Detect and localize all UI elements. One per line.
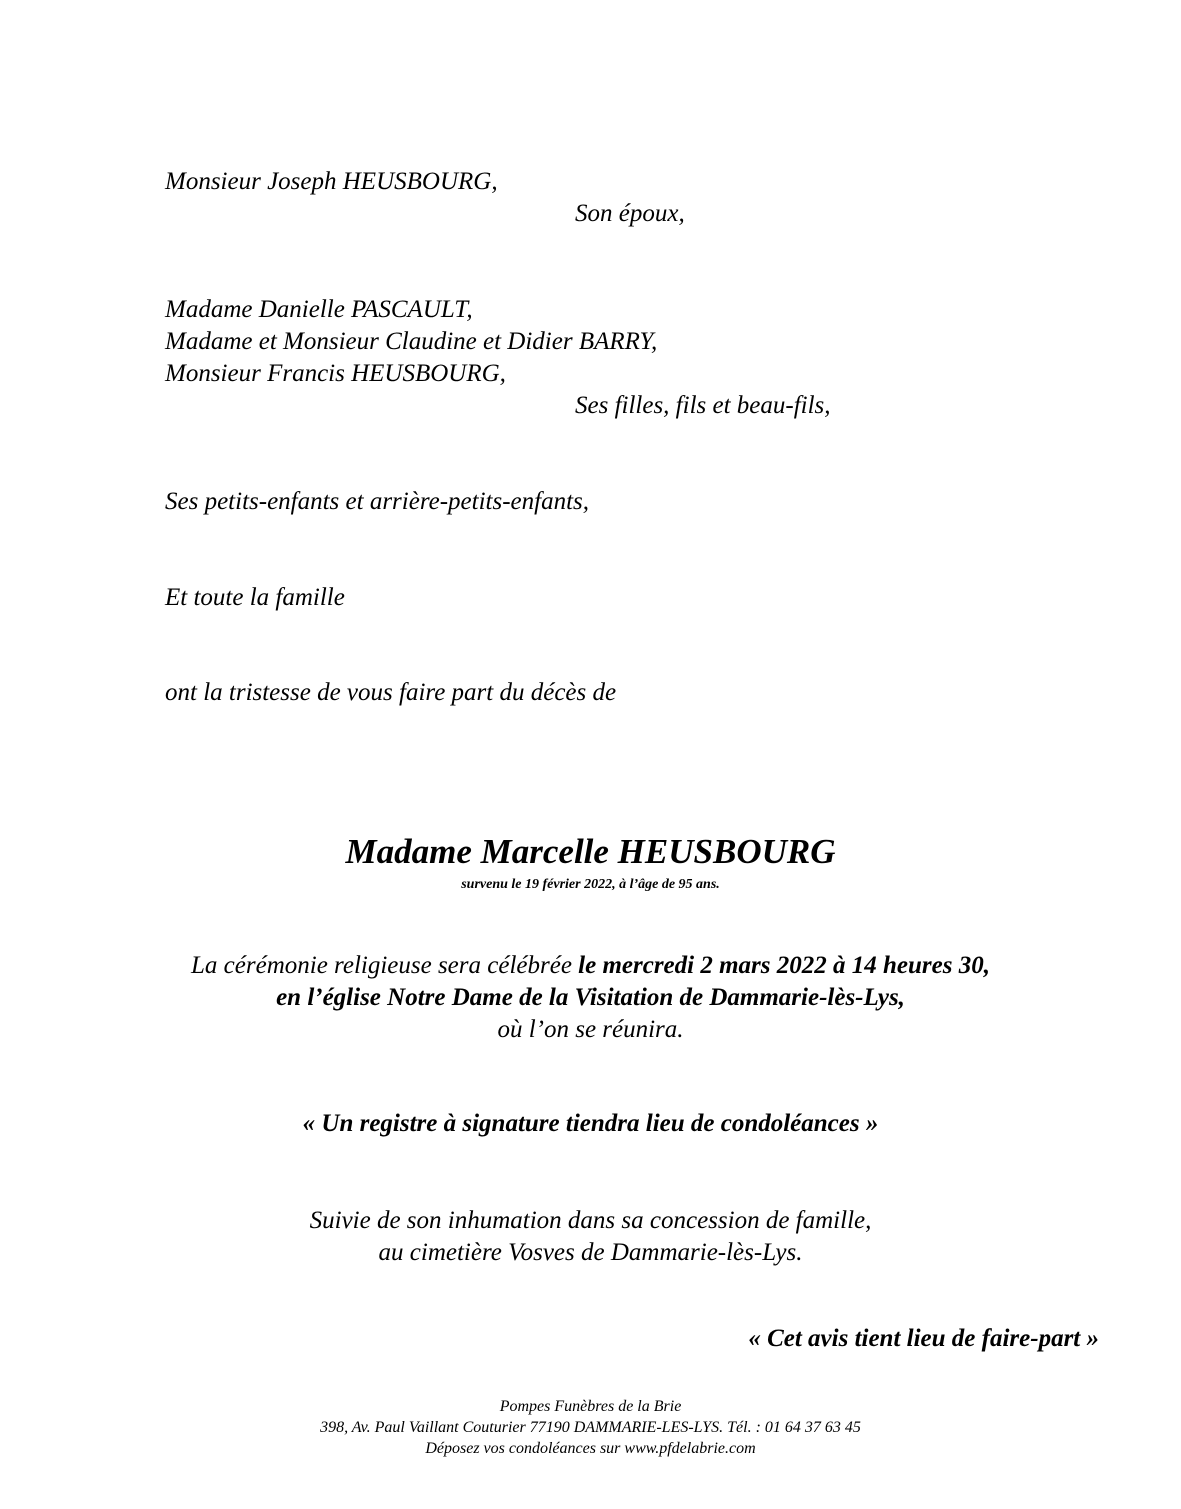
- burial-line-2: au cimetière Vosves de Dammarie-lès-Lys.: [378, 1239, 803, 1266]
- ceremony-intro: La cérémonie religieuse sera célébrée: [191, 952, 579, 979]
- whole-family-line: Et toute la famille: [165, 584, 345, 611]
- spouse-name: Monsieur Joseph HEUSBOURG,: [165, 168, 498, 195]
- footer-company: Pompes Funèbres de la Brie: [499, 1398, 682, 1415]
- burial-line-1: Suivie de son inhumation dans sa concession de famille,: [309, 1207, 872, 1234]
- child-name: Madame et Monsieur Claudine et Didier BARRY,: [165, 328, 658, 355]
- deceased-name: Madame Marcelle HEUSBOURG: [345, 832, 836, 871]
- child-name: Monsieur Francis HEUSBOURG,: [165, 360, 506, 387]
- announcement-line: ont la tristesse de vous faire part du décès de: [165, 679, 617, 706]
- notice-quote: « Cet avis tient lieu de faire-part »: [748, 1325, 1099, 1352]
- footer-address: 398, Av. Paul Vaillant Couturier 77190 DAMMARIE-LES-LYS. Tél. : 01 64 37 63 45: [320, 1419, 861, 1436]
- children-relation: Ses filles, fils et beau-fils,: [575, 392, 831, 419]
- ceremony-line: [0, 950, 1181, 982]
- register-note: « Un registre à signature tiendra lieu de condoléances »: [302, 1110, 879, 1137]
- ceremony-datetime: le mercredi 2 mars 2022 à 14 heures 30,: [578, 952, 990, 979]
- child-name: Madame Danielle PASCAULT,: [165, 296, 473, 323]
- ceremony-gathering: où l’on se réunira.: [497, 1016, 684, 1043]
- deceased-details: survenu le 19 février 2022, à l’âge de 95 ans.: [461, 877, 720, 892]
- spouse-relation: Son époux,: [575, 200, 685, 227]
- grandchildren-line: Ses petits-enfants et arrière-petits-enfants,: [165, 488, 589, 515]
- footer-condolences: Déposez vos condoléances sur www.pfdelabrie.com: [425, 1440, 756, 1457]
- ceremony-place: en l’église Notre Dame de la Visitation de Dammarie-lès-Lys,: [276, 984, 905, 1011]
